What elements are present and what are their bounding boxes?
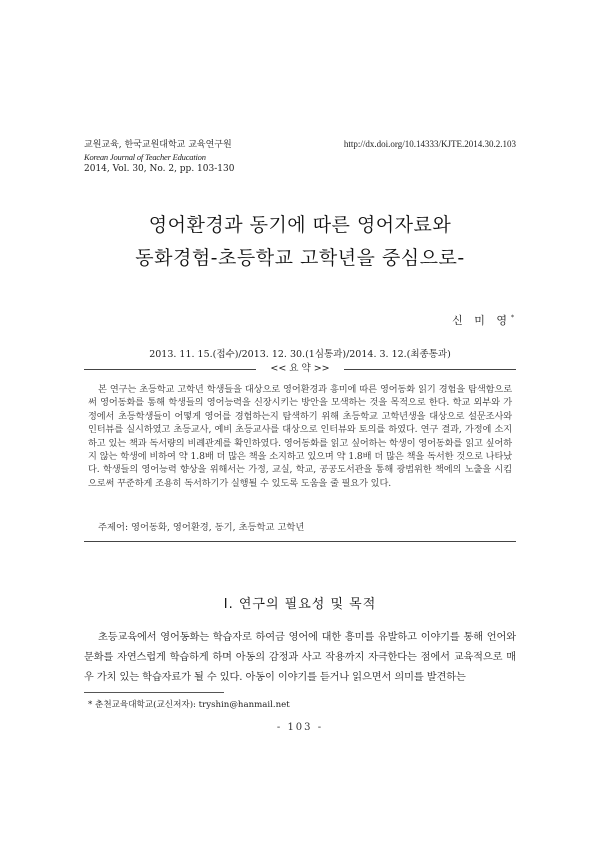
doi-link[interactable]: http://dx.doi.org/10.14333/KJTE.2014.30.2.103 bbox=[343, 139, 516, 149]
paper-title-line-1: 영어환경과 동기에 따른 영어자료와 bbox=[148, 214, 452, 236]
author-name: 신 미 영 bbox=[452, 314, 511, 327]
footnote: * 춘천교육대학교(교신저자): tryshin@hanmail.net bbox=[88, 700, 290, 710]
abstract-header bbox=[84, 362, 516, 376]
author bbox=[452, 312, 514, 328]
review-dates: 2013. 11. 15.(접수)/2013. 12. 30.(1심통과)/2014. 3. 12.(최종통과) bbox=[149, 349, 451, 360]
author-footnote-mark: * bbox=[511, 314, 514, 322]
publisher-line: 교원교육, 한국교원대학교 교육연구원 bbox=[84, 140, 232, 150]
journal-name: Korean Journal of Teacher Education bbox=[84, 152, 206, 162]
paper-title-line-2: 동화경험-초등학교 고학년을 중심으로- bbox=[135, 247, 465, 269]
volume-info: 2014, Vol. 30, No. 2, pp. 103-130 bbox=[84, 164, 235, 174]
abstract-bottom-rule bbox=[84, 541, 516, 542]
journal-header bbox=[84, 139, 234, 175]
abstract-rule-right bbox=[344, 369, 516, 370]
abstract-text: 본 연구는 초등학교 고학년 학생들을 대상으로 영어환경과 흥미에 따른 영어동화 읽기 경험을 탐색함으로써 영어동화를 통해 학생들의 영어능력을 신장시키는 방안을 모색하는 것을 목적으로 한다. 학교 외부와 가정에서 초등학생들이 어떻게 영어를 경험하는지 탐색하기 위해 초등학교 고학년생을 대상으로 설문조사와 인터뷰를 실시하였고 초등교사, 예비 초등교사를 대상으로 인터뷰와 토의를 하였다. 연구 결과, 가정에 소지하고 있는 책과 독서량의 비례관계를 확인하였다. 영어동화를 읽고 싶어하는 학생이 영어동화를 읽고 싶어하지 않는 학생에 비하여 약 1.8배 더 많은 책을 소지하고 있으며 약 1.8배 더 많은 책을 독서한 것으로 나타났다. 학생들의 영어능력 향상을 위해서는 가정, 교실, 학교, 공공도서관을 통해 광범위한 책에의 노출을 시킴으로써 꾸준하게 조용히 독서하기가 실행될 수 있도록 도움을 줄 필요가 있다. bbox=[88, 384, 512, 489]
abstract-label: << 요 약 >> bbox=[270, 363, 330, 374]
section-heading: Ⅰ. 연구의 필요성 및 목적 bbox=[223, 597, 377, 612]
footnote-divider bbox=[84, 692, 224, 693]
keywords: 주제어: 영어동화, 영어환경, 동기, 초등학교 고학년 bbox=[98, 522, 305, 533]
page-number: - 103 - bbox=[276, 722, 324, 733]
body-paragraph: 초등교육에서 영어동화는 학습자로 하여금 영어에 대한 흥미를 유발하고 이야기를 통해 언어와 문화를 자연스럽게 학습하게 하며 아동의 감정과 사고 작용까지 자극한다는 점에서 교육적으로 매우 가치 있는 학습자료가 될 수 있다. 아동이 이야기를 듣거나 읽으면서 의미를 발견하는 bbox=[84, 632, 516, 683]
